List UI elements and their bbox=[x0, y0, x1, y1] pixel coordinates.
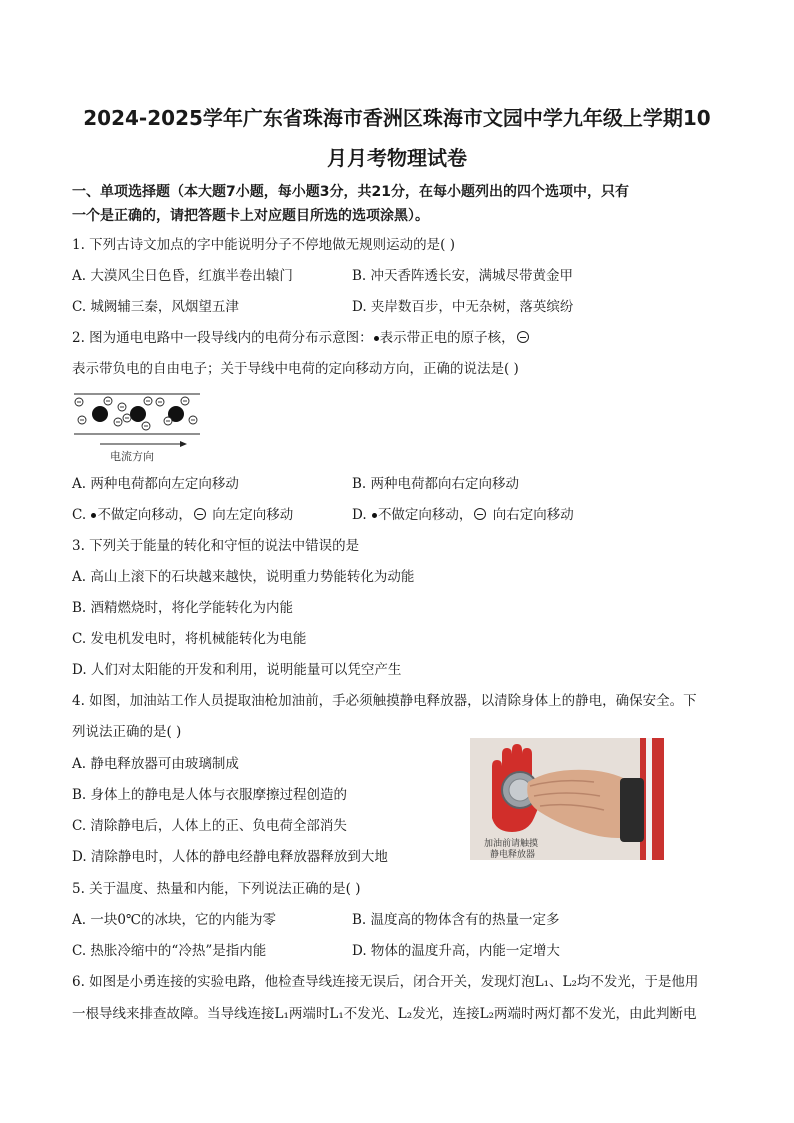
current-arrowhead bbox=[180, 441, 187, 447]
q1-option-b: B. 冲天香阵透长安，满城尽带黄金甲 bbox=[352, 268, 574, 284]
q2-stem-part-a: 2. 图为通电电路中一段导线内的电荷分布示意图： bbox=[72, 330, 373, 346]
current-direction-label: 电流方向 bbox=[110, 450, 154, 463]
q1-option-a: A. 大漠风尘日色昏，红旗半卷出辕门 bbox=[72, 268, 293, 284]
q3-option-b: B. 酒精燃烧时，将化学能转化为内能 bbox=[72, 600, 294, 616]
wire-charge-diagram bbox=[70, 390, 205, 465]
q6-stem-line1: 6. 如图是小勇连接的实验电路，他检查导线连接无误后，闭合开关，发现灯泡L₁、L₂均不发光，于是他用 bbox=[72, 974, 699, 990]
q2-option-a: A. 两种电荷都向左定向移动 bbox=[72, 476, 239, 492]
q2-option-c bbox=[72, 504, 293, 526]
electron-symbol-icon bbox=[194, 508, 206, 520]
q4-stem-line1: 4. 如图，加油站工作人员提取油枪加油前，手必须触摸静电释放器，以清除身体上的静电，确保安全。下 bbox=[72, 693, 697, 709]
electron-symbol-icon bbox=[474, 508, 486, 520]
q4-option-c: C. 清除静电后，人体上的正、负电荷全部消失 bbox=[72, 818, 347, 834]
nucleus-symbol-icon bbox=[374, 336, 379, 341]
photo-caption-line1: 加油前请触摸 bbox=[484, 839, 539, 849]
q3-option-c: C. 发电机发电时，将机械能转化为电能 bbox=[72, 631, 307, 647]
q2-option-d-mid: 不做定向移动， bbox=[377, 507, 473, 523]
q2-option-d-end: 向右定向移动 bbox=[488, 507, 574, 523]
section-heading-line1: 一、单项选择题（本大题7小题，每小题3分，共21分，在每小题列出的四个选项中，只有 bbox=[72, 184, 629, 200]
q3-option-a: A. 高山上滚下的石块越来越快，说明重力势能转化为动能 bbox=[72, 569, 415, 585]
q6-stem-line2: 一根导线来排查故障。当导线连接L₁两端时L₁不发光、L₂发光，连接L₂两端时两灯都不发光，由此判断电 bbox=[72, 1006, 697, 1022]
q3-option-d: D. 人们对太阳能的开发和利用，说明能量可以凭空产生 bbox=[72, 662, 402, 678]
q2-option-c-letter: C. bbox=[72, 507, 91, 523]
q2-stem-line2: 表示带负电的自由电子；关于导线中电荷的定向移动方向，正确的说法是( ) bbox=[72, 361, 519, 377]
nucleus-1 bbox=[92, 406, 108, 422]
q2-option-b: B. 两种电荷都向右定向移动 bbox=[352, 476, 520, 492]
q5-option-d: D. 物体的温度升高，内能一定增大 bbox=[352, 943, 560, 959]
q5-option-c: C. 热胀冷缩中的“冷热”是指内能 bbox=[72, 943, 267, 959]
q2-stem-line1 bbox=[72, 327, 732, 349]
q4-stem-line2: 列说法正确的是( ) bbox=[72, 724, 182, 740]
q5-option-a: A. 一块0℃的冰块，它的内能为零 bbox=[72, 912, 277, 928]
q2-option-d-letter: D. bbox=[352, 507, 371, 523]
q1-stem: 1. 下列古诗文加点的字中能说明分子不停地做无规则运动的是( ) bbox=[72, 237, 455, 253]
electron-symbol-icon bbox=[517, 331, 529, 343]
q5-option-b: B. 温度高的物体含有的热量一定多 bbox=[352, 912, 560, 928]
exam-title-line1: 2024-2025学年广东省珠海市香洲区珠海市文园中学九年级上学期10 bbox=[83, 106, 711, 130]
q3-stem: 3. 下列关于能量的转化和守恒的说法中错误的是 bbox=[72, 538, 360, 554]
section-heading-line2: 一个是正确的，请把答题卡上对应题目所选的选项涂黑）。 bbox=[72, 208, 429, 224]
exam-title-line2: 月月考物理试卷 bbox=[327, 146, 467, 170]
q1-option-c: C. 城阙辅三秦，风烟望五津 bbox=[72, 299, 239, 315]
static-discharger-photo bbox=[470, 738, 664, 860]
photo-caption-line2: 静电释放器 bbox=[490, 850, 536, 860]
nucleus-2 bbox=[130, 406, 146, 422]
nucleus-symbol-icon bbox=[372, 513, 377, 518]
q2-stem-part-b: 表示带正电的原子核， bbox=[379, 330, 515, 346]
q4-option-d: D. 清除静电时，人体的静电经静电释放器释放到大地 bbox=[72, 849, 388, 865]
nucleus-symbol-icon bbox=[91, 513, 96, 518]
q4-option-a: A. 静电释放器可由玻璃制成 bbox=[72, 756, 239, 772]
static-discharger-illustration bbox=[470, 738, 664, 860]
q2-option-c-end: 向左定向移动 bbox=[207, 507, 294, 523]
q2-option-c-mid: 不做定向移动， bbox=[97, 507, 192, 523]
q4-option-b: B. 身体上的静电是人体与衣服摩擦过程创造的 bbox=[72, 787, 348, 803]
q1-option-d: D. 夹岸数百步，中无杂树，落英缤纷 bbox=[352, 299, 574, 315]
q5-stem: 5. 关于温度、热量和内能，下列说法正确的是( ) bbox=[72, 881, 361, 897]
q2-option-d bbox=[352, 504, 574, 526]
